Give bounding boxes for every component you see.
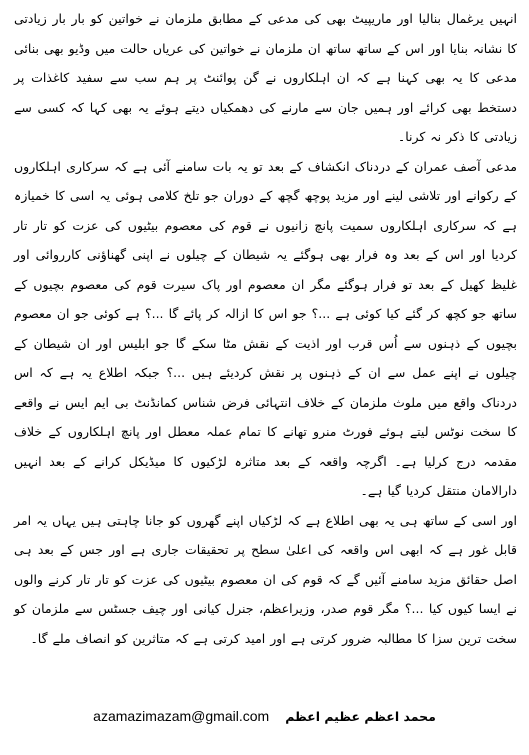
author-signature	[0, 704, 529, 728]
paragraph: انہیں یرغمال بنالیا اور ماریپیٹ بھی کی مدعی کے مطابق ملزمان نے خواتین کو بار بار زیادتی کا نشانہ بنایا اور اس کے ساتھ ساتھ ان ملزمان نے خواتین کی عریاں حالت میں وڈیو بھی بنائی مدعی کا یہ بھی کہنا ہے کہ ان اہلکاروں نے گن پوائنٹ پر ہم سب سے سفید کاغذات پر دستخط بھی کرائے اور ہمیں جان سے مارنے کی دھمکیاں دیتے ہوئے یہ بھی کہا کہ کسی سے زیادتی کا ذکر نہ کرنا۔	[14, 11, 517, 144]
paragraph: مدعی آصف عمران کے دردناک انکشاف کے بعد تو یہ بات سامنے آئی ہے کہ سرکاری اہلکاروں کے رکوانے اور تلاشی لینے اور مزید پوچھ گچھ کے دوران جو تلخ کلامی ہوئی یہ اسی کا خمیازہ ہے کہ سرکاری اہلکاروں سمیت پانچ زانیوں نے قوم کی معصوم بیٹیوں کی عزت کو تار تار کردیا اور اس کے بعد وہ فرار بھی ہوگئے یہ شیطان کے چیلوں نے اپنی گھناؤنی کارروائی اور غلیظ کھیل کے بعد تو فرار ہوگئے مگر ان معصوم اور پاک سیرت قوم کی معصوم بچیوں کے ساتھ جو کچھ کر گئے کیا کوئی ہے ...؟ جو اس کا ازالہ کر پائے گا ...؟ ہے کوئی جو ان معصوم بچیوں کے ذہنوں سے اُس قرب اور اذیت کے نقش مٹا سکے گا جو ابلیس اور ان شیطان کے چیلوں نے اپنے عمل سے ان کے ذہنوں پر نقش کردیئے ہیں ...؟ جبکہ اطلاع یہ ہے کہ اس دردناک واقع میں ملوث ملزمان کے خلاف انتہائی فرض شناس کمانڈنٹ بی ایم ایس نے واقعے کا سخت نوٹس لیتے ہوئے فورٹ منرو تھانے کا تمام عملہ معطل اور پانچ اہلکاروں کے خلاف مقدمہ درج کرلیا ہے۔ اگرچہ واقعہ کے بعد متاثرہ لڑکیوں کا میڈیکل کرانے کے بعد انہیں دارالامان منتقل کردیا گیا ہے۔	[14, 158, 517, 498]
author-name: محمد اعظم عظیم اعظم	[285, 708, 436, 724]
author-email[interactable]: azamazimazam@gmail.com	[93, 708, 270, 724]
paragraph: اور اسی کے ساتھ ہی یہ بھی اطلاع ہے کہ لڑکیاں اپنے گھروں کو جانا چاہتی ہیں یہاں یہ امر قابل غور ہے کہ ابھی اس واقعہ کی اعلیٰ سطح پر تحقیقات جاری ہے اور جس کے بعد ہی اصل حقائق مزید سامنے آئیں گے کہ قوم کی ان معصوم بیٹیوں کی عزت کو تار تار کرنے والوں نے ایسا کیوں کیا ...؟ مگر قوم صدر، وزیراعظم، جنرل کیانی اور چیف جسٹس سے ملزمان کو سخت ترین سزا کا مطالبہ ضرور کرتی ہے اور امید کرتی ہے کہ متاثرین کو انصاف ملے گا۔	[14, 512, 517, 646]
